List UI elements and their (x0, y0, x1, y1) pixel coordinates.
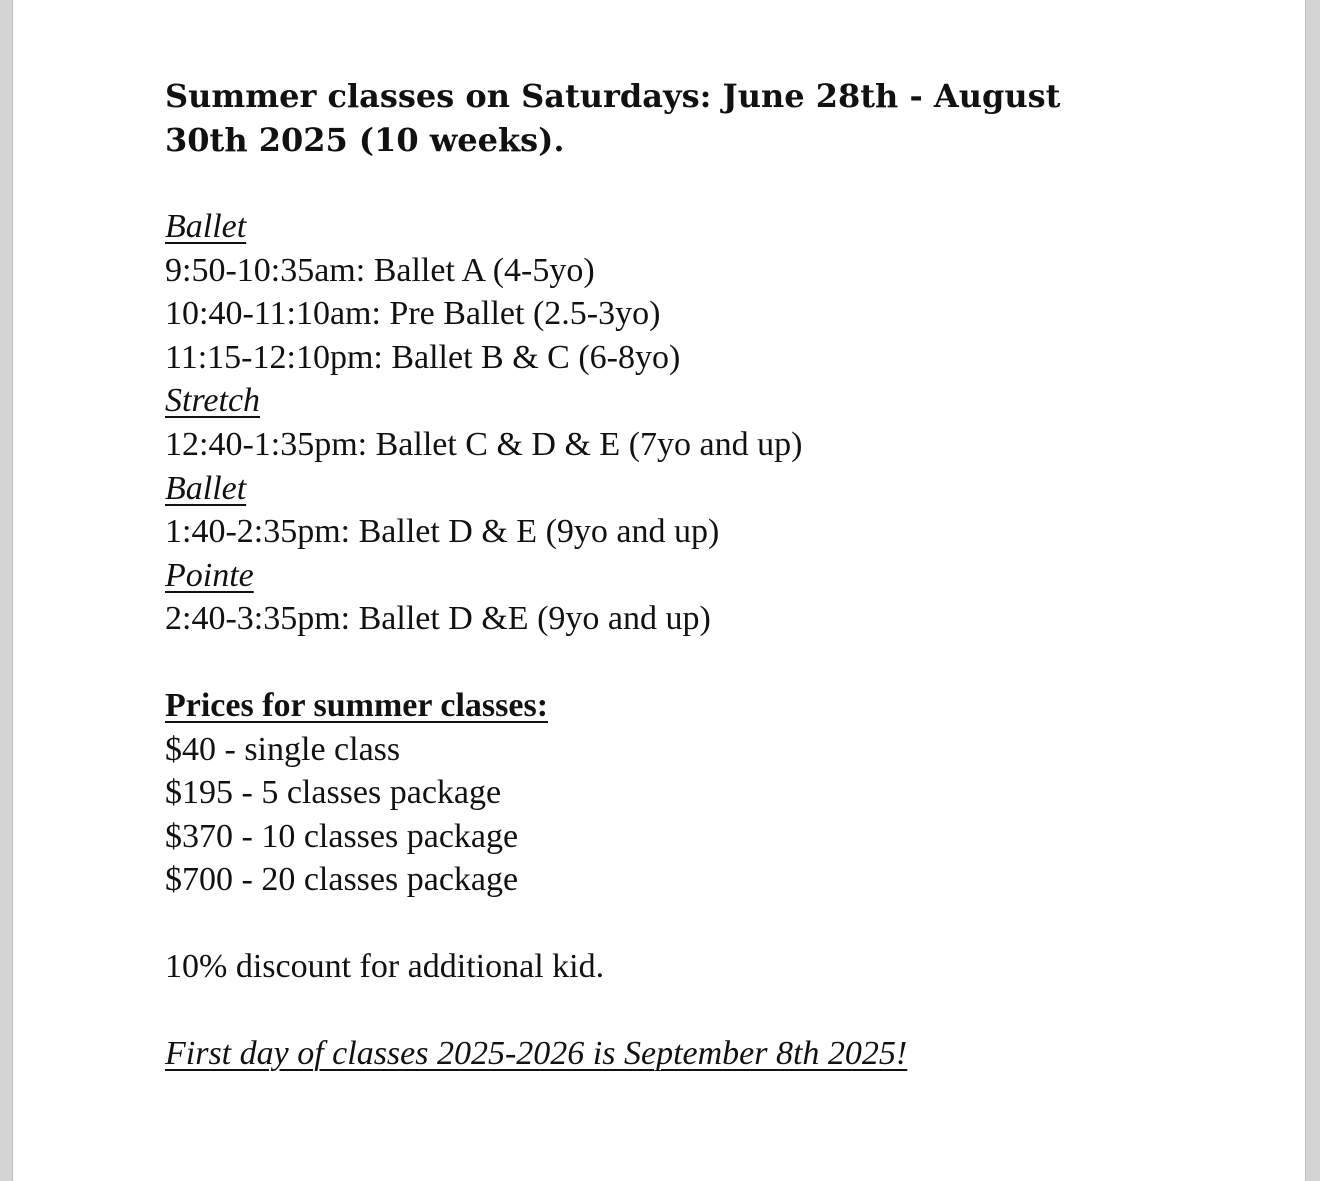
price-item: $40 - single class (165, 730, 401, 768)
class-line: 9:50-10:35am: Ballet A (4-5yo) (165, 251, 595, 289)
spacer (165, 902, 1165, 945)
category-ballet-2: Ballet (165, 469, 247, 507)
first-day-note: First day of classes 2025-2026 is September 8th 2025! (165, 1034, 908, 1072)
schedule-section (165, 205, 1165, 641)
class-line: 11:15-12:10pm: Ballet B & C (6-8yo) (165, 338, 681, 376)
class-line: 2:40-3:35pm: Ballet D &E (9yo and up) (165, 600, 711, 638)
spacer (165, 641, 1165, 684)
discount-note: 10% discount for additional kid. (165, 947, 605, 985)
document-page (12, 0, 1306, 1181)
document-heading: Summer classes on Saturdays: June 28th - August 30th 2025 (10 weeks). (165, 77, 1061, 159)
class-line: 10:40-11:10am: Pre Ballet (2.5-3yo) (165, 295, 661, 333)
spacer (165, 989, 1165, 1032)
category-stretch: Stretch (165, 382, 261, 420)
class-line: 12:40-1:35pm: Ballet C & D & E (7yo and up) (165, 425, 803, 463)
price-item: $195 - 5 classes package (165, 774, 502, 812)
document-content (165, 74, 1165, 1075)
spacer (165, 162, 1165, 205)
price-item: $700 - 20 classes package (165, 861, 519, 899)
price-item: $370 - 10 classes package (165, 817, 519, 855)
category-pointe: Pointe (165, 556, 254, 594)
prices-heading: Prices for summer classes: (165, 686, 549, 724)
class-line: 1:40-2:35pm: Ballet D & E (9yo and up) (165, 513, 720, 551)
prices-section (165, 684, 1165, 902)
category-ballet: Ballet (165, 208, 247, 245)
